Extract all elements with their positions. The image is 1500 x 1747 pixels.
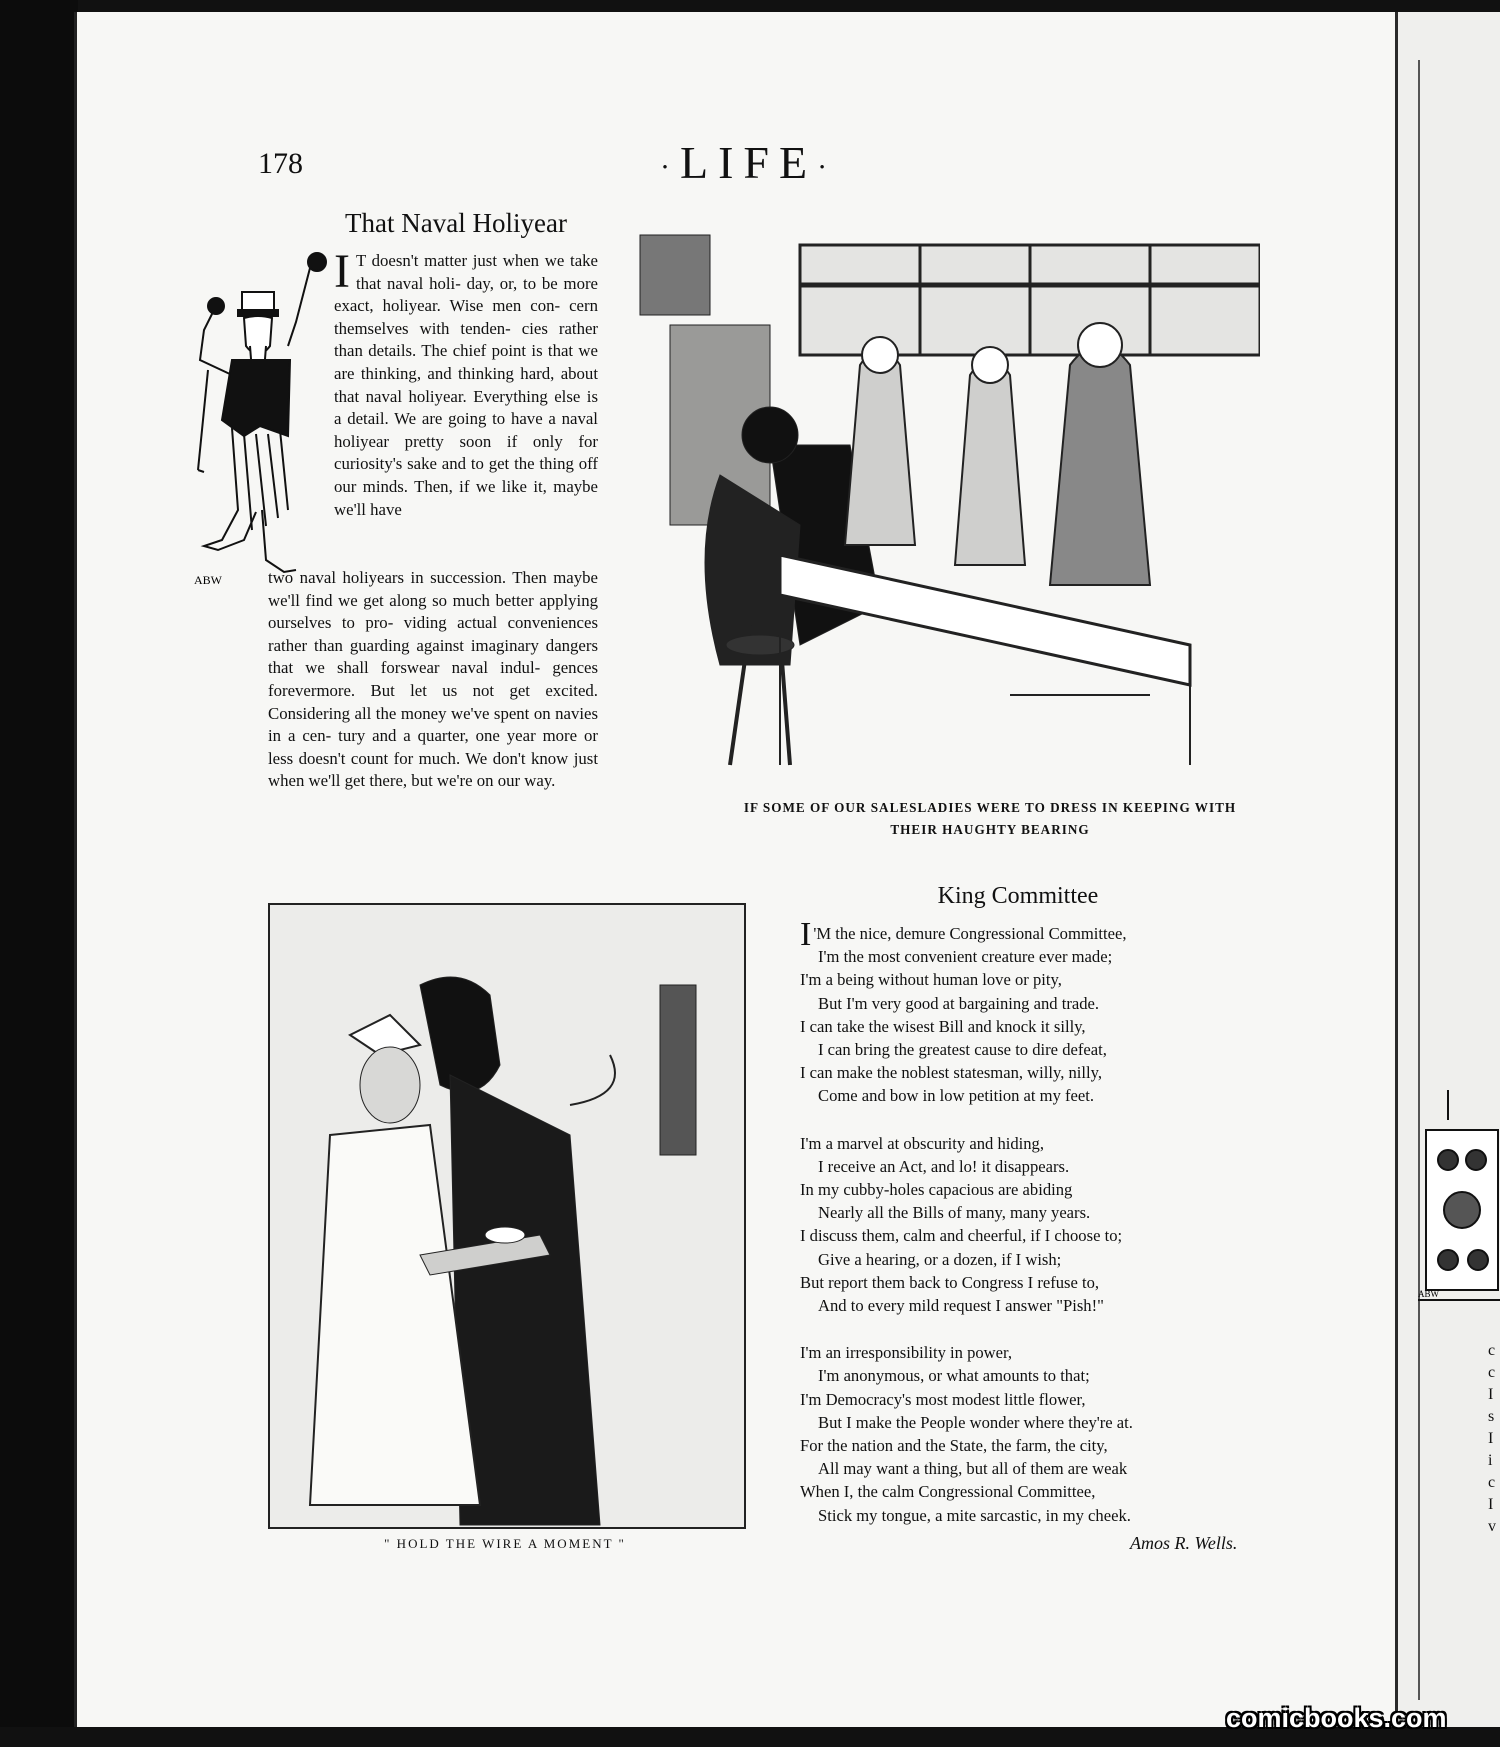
poem-stanza-2 (800, 1132, 1250, 1318)
naval-line-18: much better applying ourselves to pro- (268, 590, 598, 633)
poem-line: In my cubby-holes capacious are abiding (800, 1180, 1073, 1200)
poem-drop-cap: I (800, 916, 812, 953)
poem-author: Amos R. Wells. (1130, 1533, 1238, 1553)
poem-title: King Committee (937, 883, 1099, 909)
naval-line-27: don't know just when we'll get there, (268, 748, 598, 791)
poem-line: I'm an irresponsibility in power, (800, 1343, 1013, 1363)
naval-line-19: viding actual conveniences rather than (268, 613, 598, 655)
naval-line-7: chief point is that we are (334, 341, 598, 383)
naval-line-24: money we've spent on navies in a cen- (268, 703, 598, 746)
naval-article-narrow-column (334, 245, 599, 521)
poem-line: Nearly all the Bills of many, many years. (818, 1203, 1091, 1223)
masthead (660, 136, 837, 189)
masthead-dot-left: · (660, 150, 680, 184)
poem-line: I'm a marvel at obscurity and hiding, (800, 1133, 1044, 1153)
poem-line: But I'm very good at bargaining and trade. (818, 993, 1100, 1013)
poem-line: Stick my tongue, a mite sarcastic, in my cheek. (818, 1505, 1131, 1525)
poem-line: For the nation and the State, the farm, the city, (800, 1436, 1108, 1456)
saleslady-caption-line-1: IF SOME OF OUR SALESLADIES WERE TO DRESS IN KEEPING WITH (743, 800, 1237, 815)
naval-line-21: that we shall forswear naval indul- (268, 658, 541, 678)
adjacent-cartoon-signature: ABW (1418, 1289, 1439, 1299)
naval-line-25: tury and a quarter, one year more or (338, 726, 598, 746)
poem-stanza-1 (800, 916, 1250, 1108)
naval-line-2: we take that naval holi- (355, 251, 599, 293)
fragment-letter: I (1488, 1430, 1494, 1447)
saleslady-caption (720, 797, 1260, 841)
naval-drop-cap: I (334, 245, 350, 298)
site-watermark: comicbooks.com (1226, 1703, 1447, 1733)
poem-line: I'm the most convenient creature ever made; (818, 947, 1113, 967)
poem-line: Come and bow in low petition at my feet. (818, 1086, 1095, 1106)
fragment-letter: s (1488, 1408, 1495, 1425)
page-fold-line (1418, 60, 1420, 1700)
poem-line: I receive an Act, and lo! it disappears. (818, 1156, 1070, 1176)
naval-line-9: about that naval holiyear. (334, 363, 598, 406)
poem-line: I can take the wisest Bill and knock it silly, (800, 1016, 1086, 1036)
poem-stanza-3 (800, 1341, 1250, 1527)
fragment-letter: c (1488, 1342, 1496, 1359)
naval-line-10: Everything else is a detail. (334, 386, 598, 429)
naval-line-13: for curiosity's sake and to get (334, 431, 598, 474)
naval-line-5: cern themselves with tenden- (334, 296, 598, 338)
fragment-letter: c (1488, 1364, 1496, 1381)
naval-line-11: We are going to have a naval (394, 409, 598, 429)
naval-line-4: holiyear. Wise men con- (382, 296, 561, 316)
naval-article-title: That Naval Holiyear (345, 208, 567, 238)
poem-line-text: 'M the nice, demure Congressional Committee, (813, 924, 1127, 943)
masthead-title: LIFE (680, 137, 818, 188)
naval-line-8: thinking, and thinking hard, (360, 363, 555, 383)
scan-dark-margin (0, 0, 78, 1747)
poem-line: I'm a being without human love or pity, (800, 970, 1062, 990)
poem-line: All may want a thing, but all of them are weak (818, 1459, 1128, 1479)
naval-line-22: gences forevermore. But let us not (268, 658, 599, 700)
naval-line-28: but we're on our way. (411, 771, 556, 791)
adjacent-page-text-fragments (1488, 1340, 1500, 1538)
naval-line-16: two naval holiyears in succession. (268, 568, 507, 587)
saleslady-illustration (630, 225, 1260, 780)
naval-article-wide-column (268, 567, 598, 793)
nurse-telephone-illustration (268, 903, 746, 1529)
fragment-letter: I (1488, 1496, 1494, 1513)
poem-line: Give a hearing, or a dozen, if I wish; (818, 1249, 1062, 1269)
naval-line-23: get excited. Considering all the (268, 680, 598, 723)
fragment-letter: c (1488, 1474, 1496, 1491)
naval-line-12: holiyear pretty soon if only (334, 431, 563, 451)
naval-line-15: if we like it, maybe we'll have (334, 476, 598, 519)
poem-line (800, 916, 1250, 953)
poem-line: And to every mild request I answer "Pish!" (818, 1296, 1104, 1316)
poem-line: I can bring the greatest cause to dire defeat, (818, 1040, 1107, 1060)
masthead-dot-right: · (817, 150, 838, 184)
naval-line-26: less doesn't count for much. We (268, 748, 488, 768)
naval-line-14: the thing off our minds. Then, (334, 454, 598, 496)
saleslady-caption-line-2: THEIR HAUGHTY BEARING (890, 822, 1090, 837)
poem-line: But I make the People wonder where they're at. (818, 1412, 1133, 1432)
naval-line-20: guarding against imaginary dangers (349, 635, 598, 655)
poem-line: But report them back to Congress I refuse to, (800, 1272, 1100, 1292)
poem-line: When I, the calm Congressional Committee, (800, 1482, 1096, 1502)
nurse-caption: " HOLD THE WIRE A MOMENT " (384, 1536, 626, 1551)
naval-line-6: cies rather than details. The (334, 318, 598, 361)
cartoon-signature: ABW (194, 573, 222, 587)
naval-line-3: day, or, to be more exact, (334, 273, 598, 316)
poem-line: I discuss them, calm and cheerful, if I choose to; (800, 1226, 1123, 1246)
fragment-letter: i (1488, 1452, 1493, 1469)
uncle-sam-cartoon (192, 250, 340, 590)
fragment-letter: v (1488, 1518, 1496, 1535)
adjacent-page-cartoon (1418, 1090, 1500, 1310)
poem-line: I'm anonymous, or what amounts to that; (818, 1366, 1090, 1386)
poem-line: I can make the noblest statesman, willy, nilly, (800, 1063, 1102, 1083)
naval-line-1: T doesn't matter just when (355, 251, 540, 270)
naval-line-17: Then maybe we'll find we get along so (268, 568, 598, 610)
poem-body (800, 916, 1250, 1551)
page-number: 178 (258, 147, 303, 180)
adjacent-page (1392, 12, 1500, 1727)
fragment-letter: I (1488, 1386, 1494, 1403)
poem-line: I'm Democracy's most modest little flower, (800, 1389, 1086, 1409)
